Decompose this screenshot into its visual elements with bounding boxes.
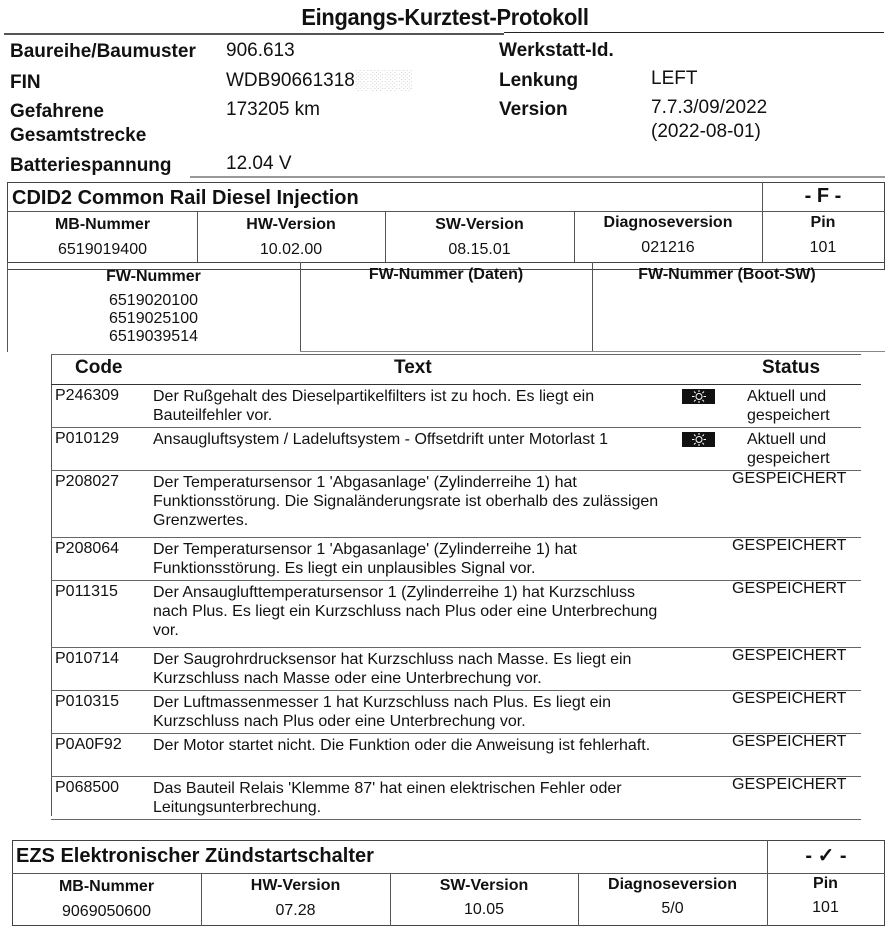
version-date: (2022-08-01) — [651, 121, 761, 142]
dtc-status: GESPEICHERT — [732, 776, 847, 793]
divider — [7, 211, 885, 212]
dtc-description: Ansaugluftsystem / Ladeluftsystem - Offsetdrift unter Motorlast 1 — [153, 431, 609, 448]
sw-version-value: 10.05 — [463, 901, 505, 918]
dtc-description: Der Motor startet nicht. Die Funktion oder die Anweisung ist fehlerhaft. — [153, 737, 651, 754]
cdid2-title: CDID2 Common Rail Diesel Injection — [12, 187, 359, 209]
version-value: 7.7.3/09/2022 — [651, 97, 768, 118]
col-fw-nummer-daten: FW-Nummer (Daten) — [368, 266, 524, 283]
dtc-row — [51, 734, 861, 777]
dtc-description: Das Bauteil Relais 'Klemme 87' hat einen elektrischen Fehler oder Leitungsunterbrechung. — [153, 780, 622, 816]
fin-value: WDB90661318░░░░ — [226, 70, 413, 91]
werkstatt-label: Werkstatt-Id. — [499, 40, 614, 61]
dtc-row — [51, 471, 861, 538]
sw-version-value: 08.15.01 — [448, 241, 511, 258]
dtc-code: P010714 — [55, 650, 120, 667]
dtc-description: Der Luftmassenmesser 1 hat Kurzschluss nach Plus. Es liegt ein Kurzschluss nach Plus oder eine Unterbrechung vor. — [153, 694, 611, 730]
dtc-status: GESPEICHERT — [732, 470, 847, 487]
mb-nummer-value: 9069050600 — [62, 903, 151, 920]
strecke-label-1: Gefahrene — [10, 101, 104, 122]
batterie-value: 12.04 V — [226, 153, 292, 174]
dtc-code: P010315 — [55, 693, 120, 710]
lenkung-label: Lenkung — [499, 70, 579, 91]
pin-value: 101 — [812, 899, 839, 916]
page-title: Eingangs-Kurztest-Protokoll — [301, 4, 589, 30]
pin-value: 101 — [809, 239, 837, 256]
dtc-status: Aktuell und gespeichert — [747, 388, 830, 424]
dtc-description: Der Temperatursensor 1 'Abgasanlage' (Zylinderreihe 1) hat Funktionsstörung. Die Signaländerungsrate ist oberhalb des zulässigen Grenzwertes. — [153, 474, 659, 529]
dtc-code: P011315 — [55, 583, 118, 600]
dtc-description: Der Saugrohrdrucksensor hat Kurzschluss nach Masse. Es liegt ein Kurzschluss nach Masse oder eine Unterbrechung vor. — [153, 651, 632, 687]
dtc-row — [51, 385, 861, 428]
dtc-code: P010129 — [55, 430, 120, 447]
title-divider — [504, 32, 884, 33]
dtc-row — [51, 777, 861, 820]
dtc-code: P208064 — [55, 540, 120, 557]
fw-number-list — [7, 292, 300, 346]
version-label: Version — [499, 99, 568, 120]
dtc-row — [51, 691, 861, 734]
dtc-status: GESPEICHERT — [732, 580, 847, 597]
fw-number: 6519020100 — [109, 292, 198, 309]
dtc-row — [51, 581, 861, 648]
dtc-table — [51, 354, 861, 820]
strecke-label-2: Gesamtstrecke — [10, 125, 147, 146]
batterie-label: Batteriespannung — [10, 155, 172, 176]
baureihe-value: 906.613 — [226, 40, 295, 61]
col-sw-version: SW-Version — [439, 877, 529, 894]
col-fw-nummer: FW-Nummer — [106, 268, 201, 285]
dtc-code: P0A0F92 — [55, 736, 122, 753]
sun-warning-lamp-icon — [682, 389, 715, 404]
baureihe-label: Baureihe/Baumuster — [10, 41, 196, 62]
dtc-status: Aktuell und gespeichert — [747, 431, 830, 467]
dtc-row — [51, 538, 861, 581]
col-text: Text — [394, 357, 432, 378]
dtc-rows — [51, 385, 861, 820]
col-status: Status — [762, 357, 821, 378]
dtc-code: P208027 — [55, 473, 120, 490]
mb-nummer-value: 6519019400 — [58, 241, 147, 258]
col-mb-nummer: MB-Nummer — [54, 216, 151, 233]
col-mb-nummer: MB-Nummer — [58, 878, 155, 895]
fw-number: 6519025100 — [109, 310, 198, 327]
dtc-code: P068500 — [55, 779, 120, 796]
col-fw-nummer-boot: FW-Nummer (Boot-SW) — [638, 266, 816, 283]
dtc-description: Der Ansauglufttemperatursensor 1 (Zylinderreihe 1) hat Kurzschluss nach Plus. Es liegt ein Kurzschluss nach Plus oder eine Unterbrechung vor. — [153, 584, 658, 639]
diagnoseversion-value: 5/0 — [661, 900, 684, 917]
col-hw-version: HW-Version — [246, 216, 336, 233]
sun-warning-lamp-icon — [682, 432, 715, 447]
divider — [12, 873, 885, 874]
col-code: Code — [75, 357, 123, 378]
dtc-status: GESPEICHERT — [732, 690, 847, 707]
header-divider — [190, 176, 885, 178]
dtc-header — [51, 354, 861, 385]
col-sw-version: SW-Version — [435, 216, 524, 233]
hw-version-value: 07.28 — [275, 902, 316, 919]
fw-number: 6519039514 — [109, 328, 198, 345]
dtc-row — [51, 428, 861, 471]
hw-version-value: 10.02.00 — [259, 241, 323, 258]
diagnoseversion-value: 021216 — [641, 239, 695, 256]
dtc-code: P246309 — [55, 387, 120, 404]
dtc-description: Der Rußgehalt des Dieselpartikelfilters ist zu hoch. Es liegt ein Bauteilfehler vor. — [153, 388, 595, 424]
divider — [300, 351, 885, 352]
dtc-status: GESPEICHERT — [732, 537, 847, 554]
dtc-status: GESPEICHERT — [732, 647, 847, 664]
title-divider — [4, 33, 504, 35]
dtc-status: GESPEICHERT — [732, 733, 847, 750]
col-hw-version: HW-Version — [250, 877, 341, 894]
lenkung-value: LEFT — [651, 68, 698, 89]
col-pin: Pin — [810, 214, 836, 231]
divider — [7, 262, 885, 263]
dtc-description: Der Temperatursensor 1 'Abgasanlage' (Zylinderreihe 1) hat Funktionsstörung. Es liegt ein unplausibles Signal vor. — [153, 541, 577, 577]
fault-flag: - F - — [804, 185, 842, 207]
strecke-value: 173205 km — [226, 99, 321, 120]
ezs-title: EZS Elektronischer Zündstartschalter — [16, 845, 374, 867]
fin-label: FIN — [10, 72, 41, 93]
col-diagnoseversion: Diagnoseversion — [608, 876, 737, 893]
dtc-row — [51, 648, 861, 691]
col-pin: Pin — [813, 875, 838, 892]
ok-flag: - ✓ - — [805, 845, 847, 867]
col-diagnoseversion: Diagnoseversion — [603, 214, 733, 231]
fin-redacted: ░░░░ — [354, 70, 413, 91]
